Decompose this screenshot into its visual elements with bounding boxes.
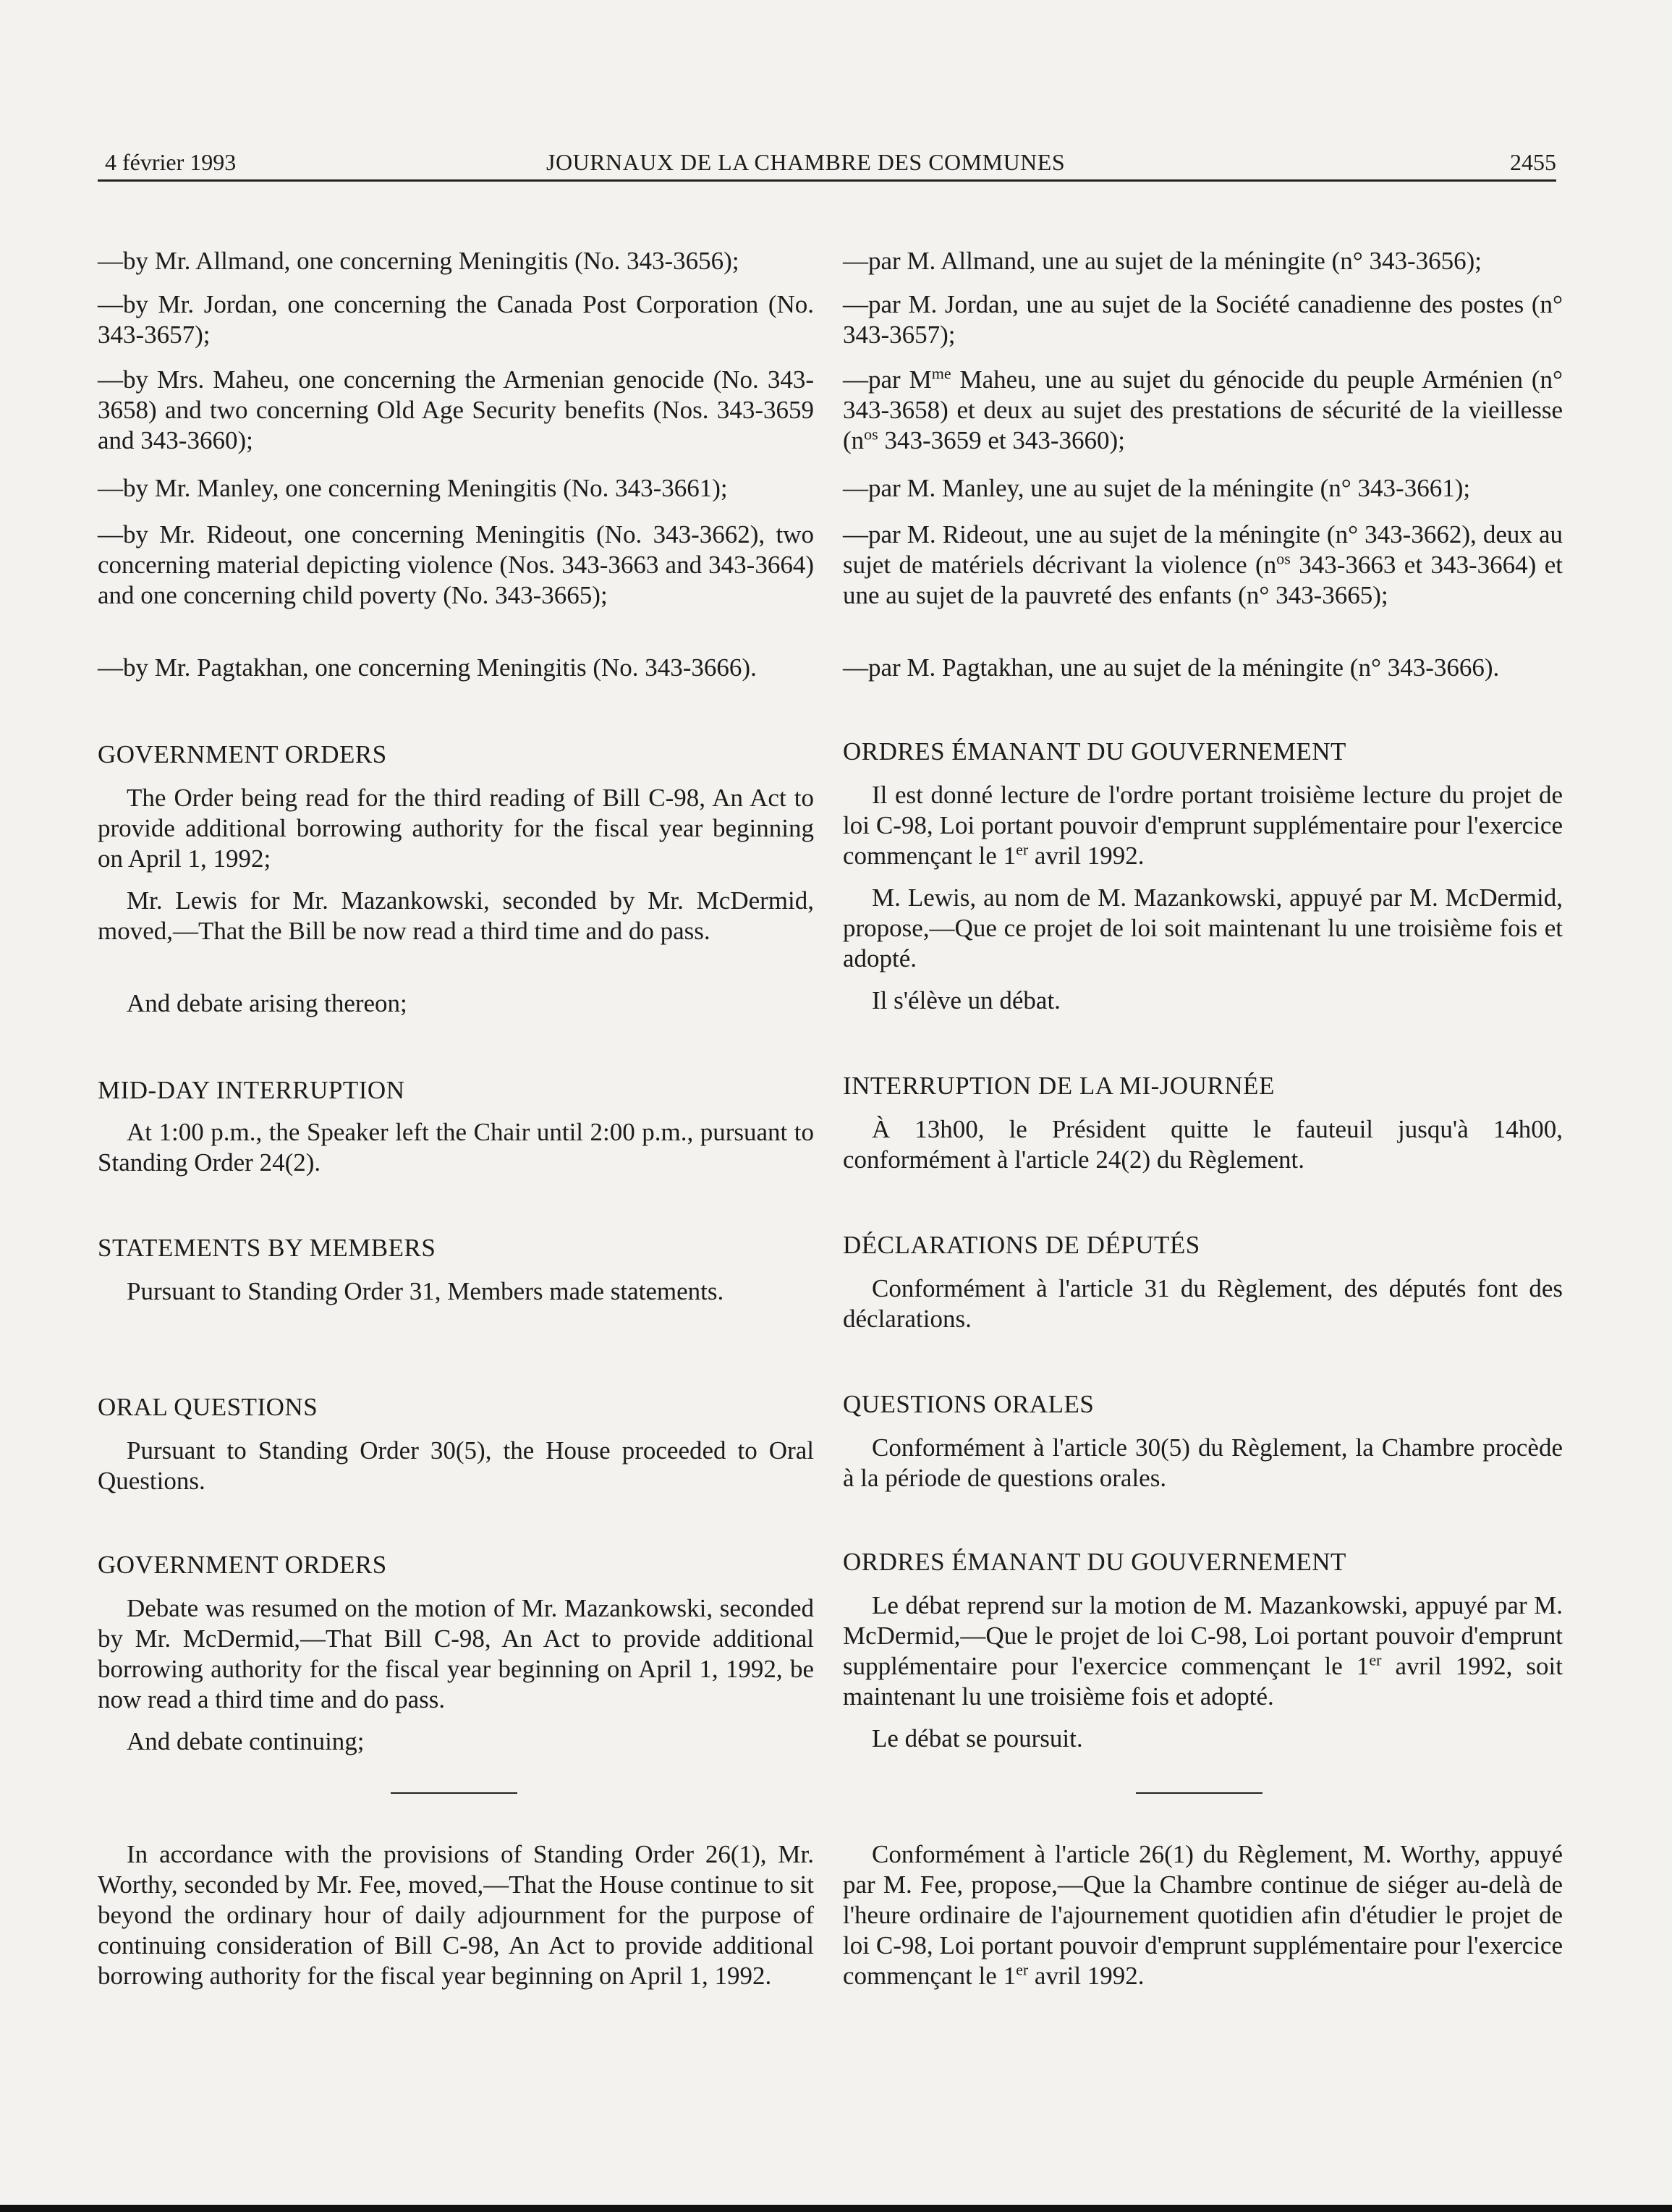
header-title: JOURNAUX DE LA CHAMBRE DES COMMUNES <box>546 149 1066 175</box>
section-heading: GOVERNMENT ORDERS <box>98 1551 387 1579</box>
paragraph: And debate arising thereon; <box>127 989 407 1017</box>
section-heading: ORDRES ÉMANANT DU GOUVERNEMENT <box>843 1548 1346 1576</box>
page-number: 2455 <box>1510 149 1556 175</box>
section-heading: GOVERNMENT ORDERS <box>98 740 387 768</box>
paragraph <box>843 780 1563 871</box>
text-fragment: 343-3663 et 343-3664) et une au sujet de la pauvreté des enfants (n° 343-3665); <box>843 551 1563 609</box>
superscript: os <box>864 425 878 444</box>
petition-item <box>843 520 1563 611</box>
petition-item: —par M. Manley, une au sujet de la méningite (n° 343-3661); <box>843 474 1471 502</box>
paragraph: Debate was resumed on the motion of Mr. Mazankowski, seconded by Mr. McDermid,—That Bill C-98, An Act to provide additional borrowing authority for the fiscal year beginning on April 1, 1992, be now read a third time and do pass. <box>98 1594 814 1713</box>
text-fragment: Il est donné lecture de l'ordre portant troisième lecture du projet de loi C-98, Loi portant pouvoir d'emprunt supplémentaire pour l'exercice commençant le 1 <box>843 781 1563 870</box>
section-heading: STATEMENTS BY MEMBERS <box>98 1234 436 1262</box>
section-heading: ORAL QUESTIONS <box>98 1393 318 1421</box>
paragraph: At 1:00 p.m., the Speaker left the Chair until 2:00 p.m., pursuant to Standing Order 24(2). <box>98 1118 814 1177</box>
petition-item: —by Mr. Jordan, one concerning the Canada Post Corporation (No. 343-3657); <box>98 290 814 349</box>
petition-item: —by Mrs. Maheu, one concerning the Armenian genocide (No. 343-3658) and two concerning Old Age Security benefits (Nos. 343-3659 and 343-3660); <box>98 365 814 454</box>
divider <box>391 1792 517 1794</box>
paragraph: Pursuant to Standing Order 30(5), the House proceeded to Oral Questions. <box>98 1436 814 1495</box>
paragraph: The Order being read for the third reading of Bill C-98, An Act to provide additional borrowing authority for the fiscal year beginning on April 1, 1992; <box>98 784 814 873</box>
section-heading: DÉCLARATIONS DE DÉPUTÉS <box>843 1231 1200 1259</box>
petition-item: —par M. Pagtakhan, une au sujet de la méningite (n° 343-3666). <box>843 653 1500 682</box>
divider <box>1136 1792 1263 1794</box>
paragraph: Le débat se poursuit. <box>872 1724 1083 1753</box>
superscript: er <box>1369 1650 1382 1669</box>
paragraph <box>843 1839 1563 1991</box>
superscript: os <box>1276 549 1291 568</box>
header-date: 4 février 1993 <box>105 149 237 175</box>
text-fragment: avril 1992. <box>1028 842 1145 870</box>
scan-edge <box>0 2205 1672 2212</box>
text-fragment: avril 1992. <box>1028 1962 1145 1990</box>
superscript: me <box>931 364 951 383</box>
text-fragment: Conformément à l'article 26(1) du Règlement, M. Worthy, appuyé par M. Fee, propose,—Que la Chambre continue de siéger au-delà de l'heure ordinaire de l'ajournement quotidien afin d'étudier le projet de loi C-98, Loi portant pouvoir d'emprunt supplémentaire pour l'exercice commençant le 1 <box>843 1840 1563 1990</box>
paragraph: Il s'élève un débat. <box>872 986 1061 1014</box>
paragraph: And debate continuing; <box>127 1727 365 1755</box>
petition-item: —by Mr. Rideout, one concerning Meningitis (No. 343-3662), two concerning material depicting violence (Nos. 343-3663 and 343-3664) and one concerning child poverty (No. 343-3665); <box>98 520 814 609</box>
paragraph: Conformément à l'article 30(5) du Règlement, la Chambre procède à la période de questions orales. <box>843 1433 1563 1492</box>
french-column <box>843 0 1563 2212</box>
section-heading: ORDRES ÉMANANT DU GOUVERNEMENT <box>843 737 1346 766</box>
superscript: er <box>1016 1960 1029 1979</box>
section-heading: QUESTIONS ORALES <box>843 1390 1095 1418</box>
text-fragment: —par M. Rideout, une au sujet de la méningite (n° 343-3662), deux au sujet de matériels décrivant la violence (n <box>843 520 1563 579</box>
text-fragment: —par M <box>843 365 932 394</box>
text-fragment: Le débat reprend sur la motion de M. Mazankowski, appuyé par M. McDermid,—Que le projet de loi C-98, Loi portant pouvoir d'emprunt supplémentaire pour l'exercice commençant le 1 <box>843 1591 1563 1680</box>
petition-item: —by Mr. Pagtakhan, one concerning Meningitis (No. 343-3666). <box>98 653 757 682</box>
text-fragment: 343-3659 et 343-3660); <box>878 426 1125 454</box>
section-heading: INTERRUPTION DE LA MI-JOURNÉE <box>843 1072 1275 1100</box>
paragraph: Conformément à l'article 31 du Règlement, des députés font des déclarations. <box>843 1274 1563 1333</box>
paragraph: M. Lewis, au nom de M. Mazankowski, appuyé par M. McDermid, propose,—Que ce projet de loi soit maintenant lu une troisième fois et adopté. <box>843 883 1563 972</box>
paragraph: Pursuant to Standing Order 31, Members made statements. <box>127 1277 724 1305</box>
petition-item: —par M. Jordan, une au sujet de la Société canadienne des postes (n° 343-3657); <box>843 290 1563 349</box>
paragraph <box>843 1590 1563 1712</box>
petition-item <box>843 365 1563 456</box>
paragraph: Mr. Lewis for Mr. Mazankowski, seconded by Mr. McDermid, moved,—That the Bill be now read a third time and do pass. <box>98 886 814 945</box>
section-heading: MID-DAY INTERRUPTION <box>98 1076 405 1104</box>
paragraph: In accordance with the provisions of Standing Order 26(1), Mr. Worthy, seconded by Mr. Fee, moved,—That the House continue to sit beyond the ordinary hour of daily adjournment for the purpose of continuing consideration of Bill C-98, An Act to provide additional borrowing authority for the fiscal year beginning on April 1, 1992. <box>98 1840 814 1990</box>
text-fragment: avril 1992, soit maintenant lu une troisième fois et adopté. <box>843 1652 1563 1711</box>
superscript: er <box>1016 840 1029 859</box>
petition-item: —par M. Allmand, une au sujet de la méningite (n° 343-3656); <box>843 247 1482 275</box>
paragraph: À 13h00, le Président quitte le fauteuil jusqu'à 14h00, conformément à l'article 24(2) du Règlement. <box>843 1115 1563 1174</box>
english-column <box>98 0 814 2212</box>
text-fragment: Maheu, une au sujet du génocide du peuple Arménien (n° 343-3658) et deux au sujet des prestations de sécurité de la vieillesse (n <box>843 365 1563 454</box>
petition-item: —by Mr. Manley, one concerning Meningitis (No. 343-3661); <box>98 474 728 502</box>
petition-item: —by Mr. Allmand, one concerning Meningitis (No. 343-3656); <box>98 247 739 275</box>
